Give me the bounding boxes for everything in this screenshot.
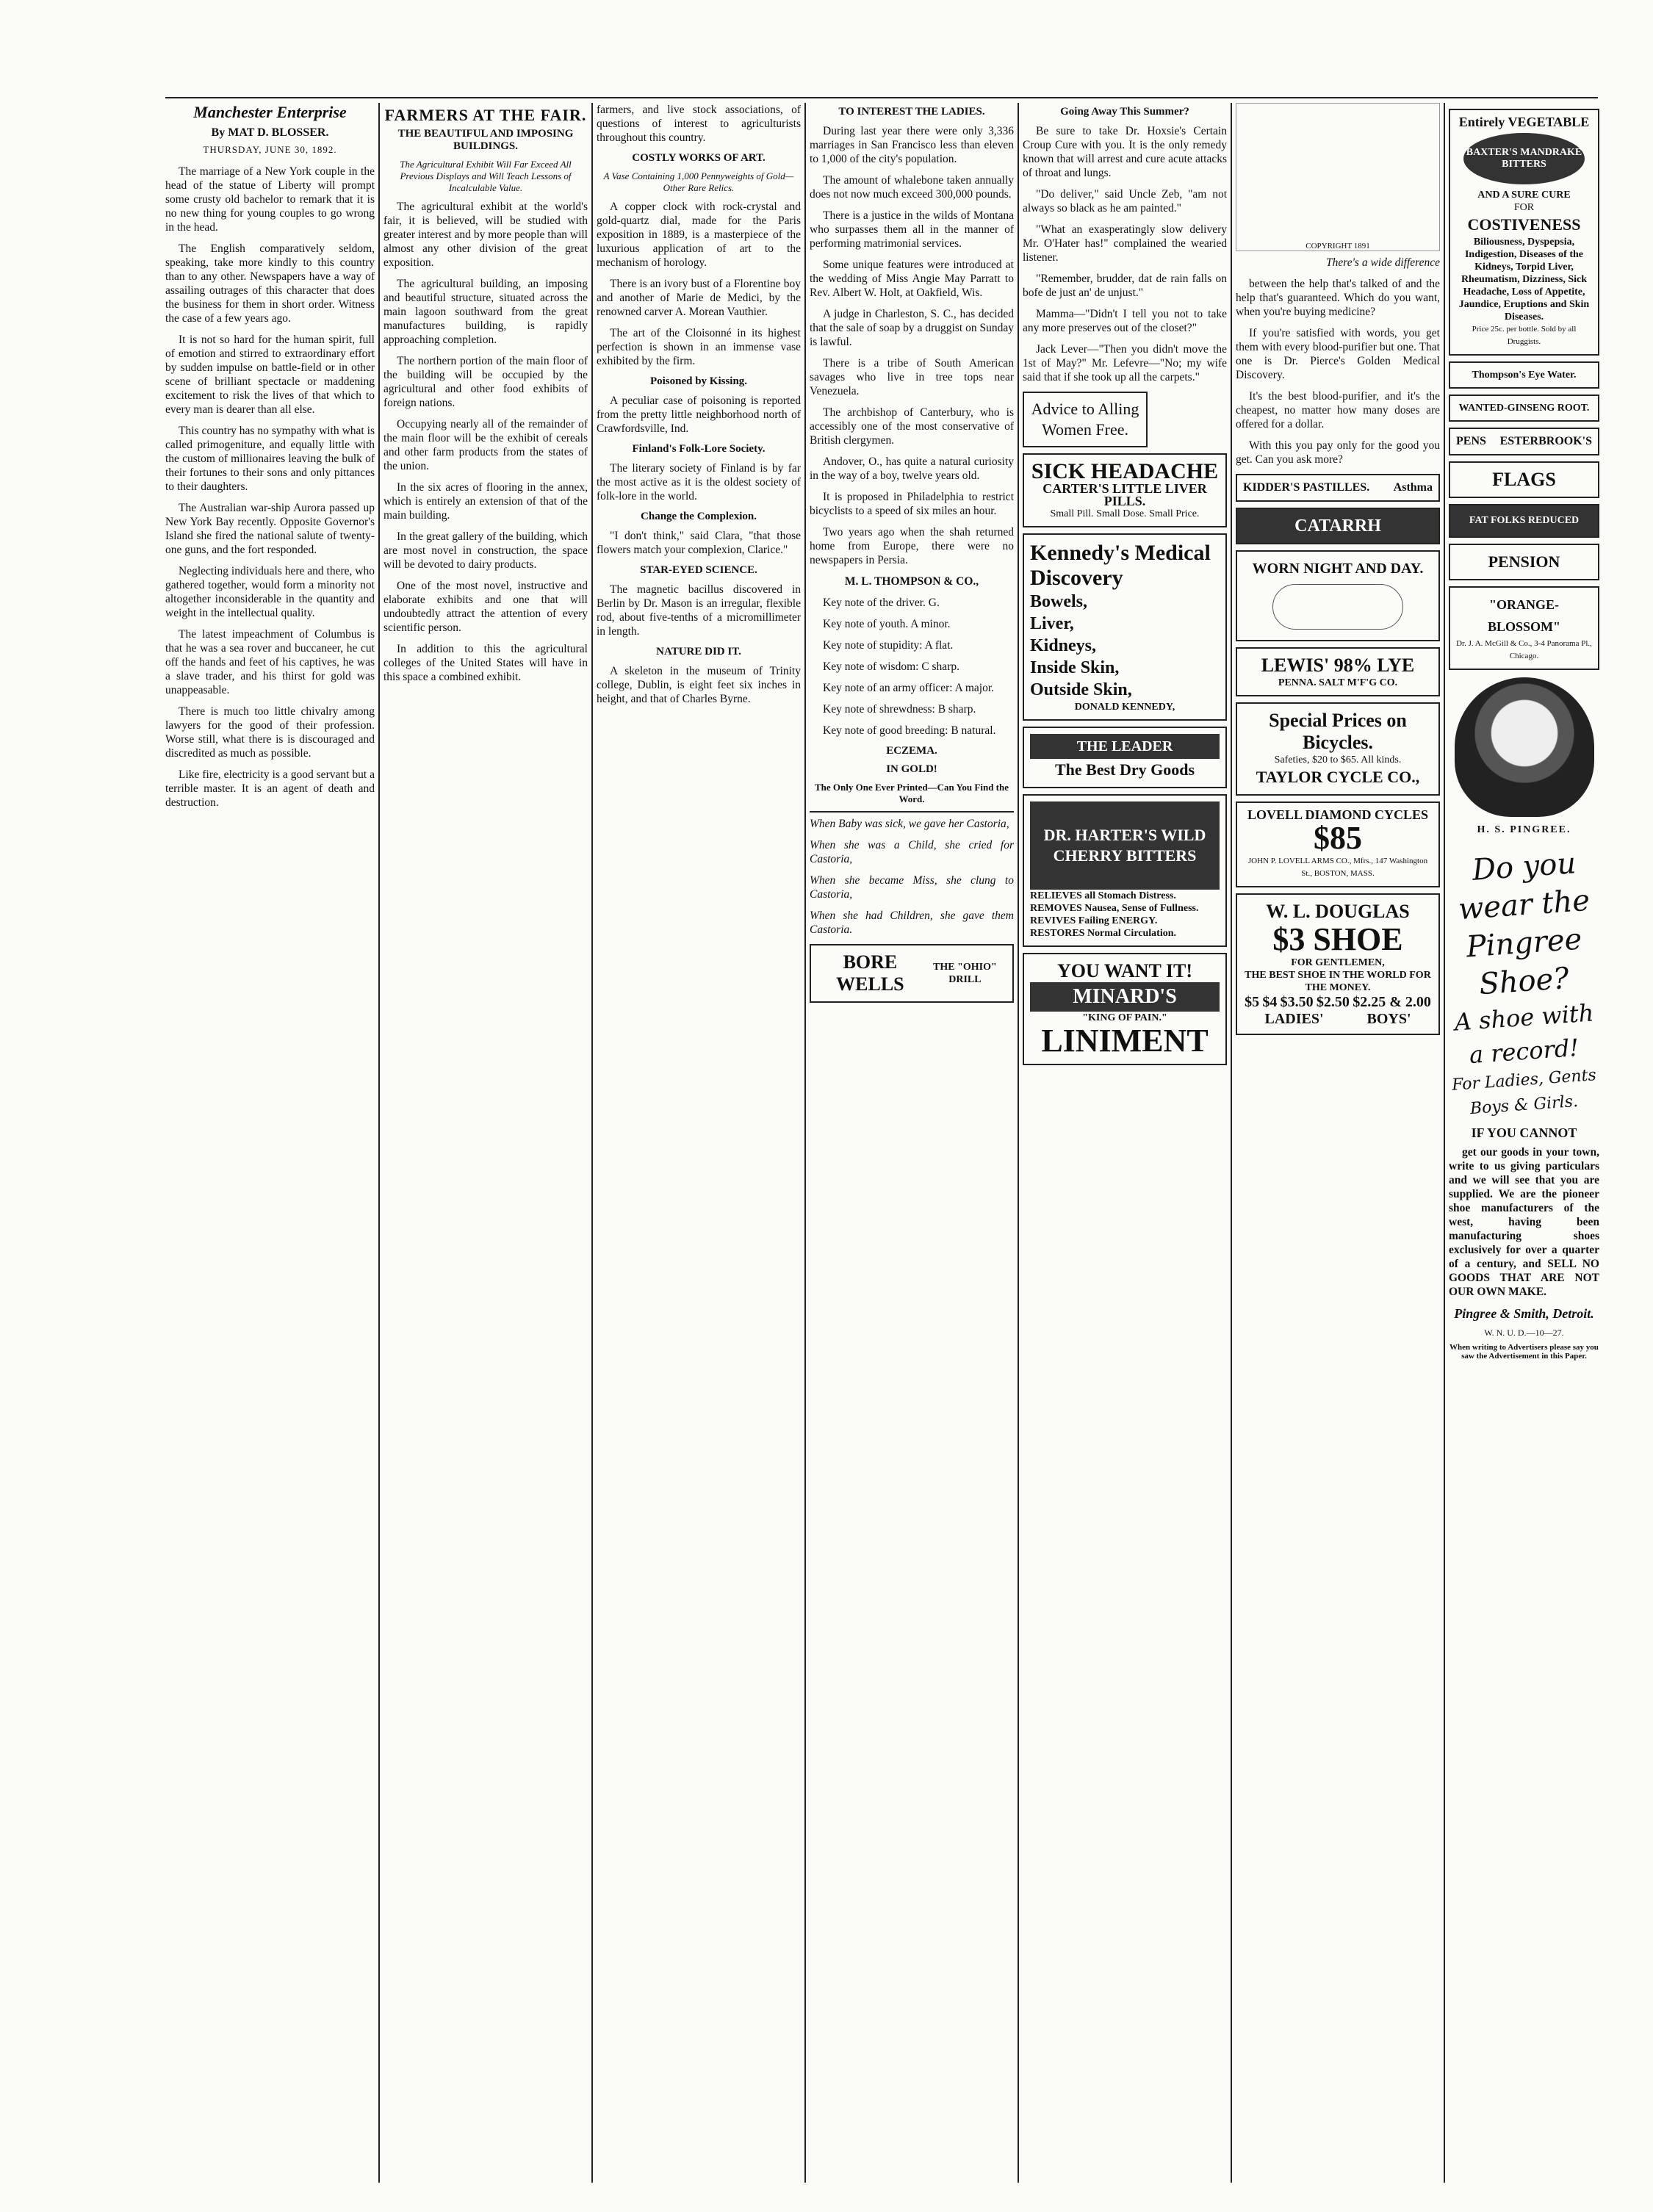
ad-flags: FLAGS xyxy=(1449,461,1599,498)
ad-orange-title: "ORANGE-BLOSSOM" xyxy=(1487,597,1561,634)
ad-catarrh: CATARRH xyxy=(1236,508,1440,544)
ad-harter-title: DR. HARTER'S WILD CHERRY BITTERS xyxy=(1030,801,1220,890)
portrait-pingree xyxy=(1455,677,1594,817)
ad-pension: PENSION xyxy=(1449,544,1599,580)
paragraph: The agricultural building, an imposing and beautiful structure, situated across the main lagoon southward from the great manufactures building, is rapidly approaching completion. xyxy=(383,278,588,346)
ad-minard-king: "KING OF PAIN." xyxy=(1082,1012,1167,1023)
if-you-cannot: IF YOU CANNOT xyxy=(1471,1125,1577,1140)
paragraph: "Remember, brudder, dat de rain falls on bofe de just an' de unjust." xyxy=(1023,273,1227,299)
illustration-caption: COPYRIGHT 1891 xyxy=(1306,242,1370,251)
ad-orange-blossom xyxy=(1449,586,1599,670)
ad-special-prices: Special Prices on Bicycles. xyxy=(1269,710,1407,753)
paragraph: In the great gallery of the building, which are most novel in construction, the space will be devoted to dairy products. xyxy=(383,530,588,571)
verse-line: When Baby was sick, we gave her Castoria, xyxy=(810,818,1009,830)
ad-carters-pills: CARTER'S LITTLE LIVER PILLS. xyxy=(1042,481,1207,508)
ad-orange-by: Dr. J. A. McGill & Co., 3-4 Panorama Pl., Chicago. xyxy=(1456,639,1592,660)
paragraph: "What an exasperatingly slow delivery Mr. O'Hater has!" complained the wearied listener. xyxy=(1023,223,1227,264)
ad-baxter-cure: AND A SURE CURE xyxy=(1477,190,1571,201)
truss-image xyxy=(1272,584,1403,630)
paragraph-title: There's a wide difference xyxy=(1326,256,1440,269)
script-line: A shoe with xyxy=(1453,998,1595,1037)
paragraph: Neglecting individuals here and there, who gathered together, would form a minority not altogether inconsiderable in the quantity and weight in the intellectual quality. xyxy=(165,565,375,619)
ad-penna: PENNA. SALT M'F'G CO. xyxy=(1278,677,1398,688)
ad-donald-kennedy: DONALD KENNEDY, xyxy=(1074,702,1175,713)
ad-baxter-seal: BAXTER'S MANDRAKE BITTERS xyxy=(1463,133,1585,184)
paragraph: farmers, and live stock associations, of questions of interest to agriculturists throughout this country. xyxy=(597,104,801,144)
paragraph: Some unique features were introduced at the wedding of Miss Angie May Parratt to Rev. Albert W. Holt, at Oakfield, Wis. xyxy=(810,259,1014,299)
price: $5 xyxy=(1245,994,1260,1010)
paragraph: The art of the Cloisonné in its highest perfection is shown in an immense vase exhibited by the firm. xyxy=(597,327,801,367)
relieves-line: REVIVES Failing ENERGY. xyxy=(1030,915,1158,926)
paragraph: During last year there were only 3,336 marriages in San Francisco less than eleven to 1,000 of the city's population. xyxy=(810,125,1014,165)
paragraph: The literary society of Finland is by far the most active as it is the oldest society of folk-lore in the world. xyxy=(597,462,801,502)
paragraph: Mamma—"Didn't I tell you not to take any more preserves out of the closet?" xyxy=(1023,308,1227,334)
headline-science: STAR-EYED SCIENCE. xyxy=(640,564,757,576)
relieves-line: RELIEVES all Stomach Distress. xyxy=(1030,890,1176,901)
ad-douglas-shoe: $3 SHOE xyxy=(1272,921,1403,957)
ad-kidder xyxy=(1236,474,1440,502)
ad-minard-liniment: LINIMENT xyxy=(1041,1023,1209,1059)
ad-pens xyxy=(1449,428,1599,455)
paragraph: A copper clock with rock-crystal and gold-quartz dial, made for the Paris exposition in 1889, is a masterpiece of the luxurious application of art to the mechanism of horology. xyxy=(597,201,801,269)
paragraph: If you're satisfied with words, you get them with every blood-purifier but one. That one is Dr. Pierce's Golden Medical Discovery. xyxy=(1236,327,1440,381)
paragraph: There is much too little chivalry among lawyers for the good of their profession. Worse still, what there is is discouraged and discredited as much as possible. xyxy=(165,705,375,760)
ad-leader xyxy=(1023,727,1227,788)
ad-kennedy xyxy=(1023,533,1227,721)
paragraph: A skeleton in the museum of Trinity college, Dublin, is eight feet six inches in height, and that of Charles Byrne. xyxy=(597,665,801,705)
paragraph: Like fire, electricity is a good servant but a terrible master. It is an agent of death and destruction. xyxy=(165,768,375,809)
paragraph: The agricultural exhibit at the world's fair, it is believed, will be studied with greater interest and by more people than will almost any other division of the great exposition. xyxy=(383,201,588,269)
pingree-script xyxy=(1449,848,1599,1118)
headline-farmers: FARMERS AT THE FAIR. xyxy=(384,106,587,124)
masthead-title: Manchester Enterprise xyxy=(193,103,347,121)
ad-advice: Advice to Alling Women Free. xyxy=(1023,392,1148,447)
ad-baxter-for: FOR xyxy=(1513,202,1535,213)
key-note: Key note of wisdom: C sharp. xyxy=(823,660,959,673)
ad-pens-title: PENS xyxy=(1456,435,1486,447)
column-rule xyxy=(804,103,806,2183)
paragraph: It is not so hard for the human spirit, full of emotion and stirred to extraordinary effort by sudden impulse on battle-field or in other scene of brilliant spectacle or maddening excitement to risk the lives of that which to every man is dearer than all else. xyxy=(165,334,375,416)
column-3 xyxy=(597,103,801,2183)
column-rule xyxy=(591,103,593,2183)
paragraph: Two years ago when the shah returned home from Europe, there were no newspapers in Persia. xyxy=(810,526,1014,566)
paragraph: The magnetic bacillus discovered in Berlin by Dr. Mason is an irregular, flexible rod, about five-tenths of a micromillimeter in length. xyxy=(597,583,801,638)
price: $2.25 & 2.00 xyxy=(1353,994,1431,1010)
headline-kissing: Poisoned by Kissing. xyxy=(649,375,748,387)
ad-ohio-drill: THE "OHIO" DRILL xyxy=(933,962,997,985)
ad-lovell xyxy=(1236,801,1440,887)
ad-minard xyxy=(1023,953,1227,1065)
paragraph: With this you pay only for the good you get. Can you ask more? xyxy=(1236,439,1440,466)
key-note: Key note of an army officer: A major. xyxy=(823,682,995,694)
column-4 xyxy=(810,103,1014,2183)
column-rule xyxy=(1444,103,1445,2183)
script-line: Pingree xyxy=(1465,922,1583,965)
paragraph: The English comparatively seldom, speaking, take more kindly to this country than to any other. Newspapers have a way of assailing outrages of this character that does the business for them in short order. Witness the case of a few years ago. xyxy=(165,242,375,325)
column-7 xyxy=(1449,103,1599,2183)
kennedy-item: Inside Skin, xyxy=(1030,658,1120,677)
ad-baxter xyxy=(1449,109,1599,356)
paragraph: Occupying nearly all of the remainder of the main floor will be the exhibit of cereals and other farm products from the states of the union. xyxy=(383,418,588,472)
ad-esterbrook: ESTERBROOK'S xyxy=(1499,435,1592,447)
pingree-firm: Pingree & Smith, Detroit. xyxy=(1454,1306,1594,1321)
ad-lovell-price: $85 xyxy=(1314,820,1362,856)
paragraph: In the six acres of flooring in the annex, which is entirely an extension of that of the main building. xyxy=(383,481,588,522)
price: $3.50 xyxy=(1280,994,1314,1010)
paragraph: The amount of whalebone taken annually does not now much exceed 300,000 pounds. xyxy=(810,174,1014,201)
paragraph: A peculiar case of poisoning is reported from the pretty little neighborhood north of Crawfordsville, Ind. xyxy=(597,395,801,435)
ad-bore-wells xyxy=(810,944,1014,1003)
ad-baxter-top: Entirely VEGETABLE xyxy=(1458,115,1590,129)
ad-bore-title: BORE WELLS xyxy=(836,951,904,995)
ad-baxter-costiveness: COSTIVENESS xyxy=(1467,215,1581,234)
key-note: Key note of stupidity: A flat. xyxy=(823,639,954,652)
ad-baxter-price: Price 25c. per bottle. Sold by all Druggists. xyxy=(1472,325,1577,346)
column-2 xyxy=(383,103,588,2183)
ad-douglas-ladies: LADIES' xyxy=(1264,1011,1324,1027)
paragraph: In addition to this the agricultural colleges of the United States will have in this space a combined exhibit. xyxy=(383,643,588,683)
verse-line: When she was a Child, she cried for Castoria, xyxy=(810,839,1014,865)
headline-only-one: The Only One Ever Printed—Can You Find the Word. xyxy=(815,782,1009,804)
verse-line: When she had Children, she gave them Castoria. xyxy=(810,909,1014,936)
ad-safeties: Safeties, $20 to $65. All kinds. xyxy=(1274,754,1402,765)
ad-douglas-for: FOR GENTLEMEN, xyxy=(1291,957,1385,968)
paragraph: There is a justice in the wilds of Montana who surpasses them all in the manner of performing matrimonial services. xyxy=(810,209,1014,250)
subhead-buildings: THE BEAUTIFUL AND IMPOSING BUILDINGS. xyxy=(397,128,574,152)
price: $2.50 xyxy=(1316,994,1350,1010)
headline-in-gold: IN GOLD! xyxy=(886,763,937,775)
ad-wanted: WANTED-GINSENG ROOT. xyxy=(1449,395,1599,422)
paragraph: Jack Lever—"Then you didn't move the 1st of May?" Mr. Lefevre—"No; my wife said that if she took up all the carpets." xyxy=(1023,343,1227,383)
paragraph: A judge in Charleston, S. C., has decided that the sale of soap by a druggist on Sunday is lawful. xyxy=(810,308,1014,348)
paragraph: The Australian war-ship Aurora passed up New York Bay recently. Opposite Governor's Island she fired the national salute of twenty-one guns, and the fort responded. xyxy=(165,502,375,556)
script-line: Shoe? xyxy=(1477,961,1571,1002)
advertiser-note: When writing to Advertisers please say you saw the Advertisement in this Paper. xyxy=(1449,1343,1599,1361)
paragraph: between the help that's talked of and the help that's guaranteed. Which do you want, when you're buying medicine? xyxy=(1236,278,1440,318)
headline-complexion: Change the Complexion. xyxy=(641,511,757,522)
ad-taylor: TAYLOR CYCLE CO., xyxy=(1256,768,1420,786)
kennedy-item: Kidneys, xyxy=(1030,636,1097,655)
masthead-date: THURSDAY, JUNE 30, 1892. xyxy=(203,144,337,155)
deck: The Agricultural Exhibit Will Far Exceed All Previous Displays and Will Teach Lessons of Incalculable Value. xyxy=(400,159,572,193)
ad-carters-tagline: Small Pill. Small Dose. Small Price. xyxy=(1050,508,1200,519)
relieves-line: REMOVES Nausea, Sense of Fullness. xyxy=(1030,903,1199,914)
price: $4 xyxy=(1262,994,1278,1010)
headline-nature: NATURE DID IT. xyxy=(656,646,741,658)
paragraph: It is proposed in Philadelphia to restrict bicyclists to a speed of six miles an hour. xyxy=(810,491,1014,517)
ad-fat-folks: FAT FOLKS REDUCED xyxy=(1449,504,1599,538)
verse-line: When she became Miss, she clung to Castoria, xyxy=(810,874,1014,901)
ad-baxter-list: Biliousness, Dyspepsia, Indigestion, Diseases of the Kidneys, Torpid Liver, Rheumatism, Dizziness, Sick Headache, Loss of Appetite, Jaundice, Eruptions and Skin Diseases. xyxy=(1458,237,1590,323)
ad-kidder-title: KIDDER'S PASTILLES. xyxy=(1243,481,1370,494)
paragraph: There is an ivory bust of a Florentine boy and another of Marie de Medici, by the renowned carver A. Morean Vauthier. xyxy=(597,278,801,318)
ad-worn: WORN NIGHT AND DAY. xyxy=(1252,561,1424,577)
castoria-verse xyxy=(810,811,1014,937)
paragraph: "I don't think," said Clara, "that those flowers match your complexion, Clarice." xyxy=(597,530,801,556)
column-rule xyxy=(378,103,380,2183)
paragraph: "Do deliver," said Uncle Zeb, "am not always so black as he am painted." xyxy=(1023,188,1227,215)
paragraph: One of the most novel, instructive and elaborate exhibits and one that will undoubtedly attract the attention of every scientific person. xyxy=(383,580,588,634)
ad-douglas-name: W. L. DOUGLAS xyxy=(1266,901,1410,922)
key-note: Key note of the driver. G. xyxy=(823,597,940,609)
ad-douglas-prices xyxy=(1243,994,1433,1011)
paragraph: The northern portion of the main floor of the building will be occupied by the agricultural and other food exhibits of foreign nations. xyxy=(383,355,588,409)
headline-ladies: TO INTEREST THE LADIES. xyxy=(838,106,985,118)
deck: A Vase Containing 1,000 Pennyweights of Gold—Other Rare Relics. xyxy=(603,170,794,193)
key-note: Key note of shrewdness: B sharp. xyxy=(823,703,976,716)
ad-douglas xyxy=(1236,893,1440,1035)
script-line: a record! xyxy=(1468,1033,1580,1070)
script-line: Boys & Girls. xyxy=(1469,1092,1579,1119)
ad-leader-title: THE LEADER xyxy=(1030,734,1220,759)
paragraph: There is a tribe of South American savages who live in tree tops near Venezuela. xyxy=(810,357,1014,397)
ad-kidder-asthma: Asthma xyxy=(1393,481,1433,494)
ad-harter xyxy=(1023,794,1227,947)
ad-thompson-eye: Thompson's Eye Water. xyxy=(1449,361,1599,389)
paragraph: It's the best blood-purifier, and it's the cheapest, no matter how many doses are offered for a dollar. xyxy=(1236,390,1440,430)
ad-thompson: M. L. THOMPSON & CO., xyxy=(844,575,979,588)
col1-paras xyxy=(165,165,375,810)
ad-leader-sub: The Best Dry Goods xyxy=(1054,760,1195,779)
paragraph: get our goods in your town, write to us giving particulars and we will see that you are supplied. We are the pioneer shoe manufacturers of the west, having been manufacturing shoes exclusively for over a quarter of a century, and SELL NO GOODS THAT ARE NOT OUR OWN MAKE. xyxy=(1449,1146,1599,1298)
column-1 xyxy=(165,103,375,2183)
column-rule xyxy=(1231,103,1232,2183)
headline-folklore: Finland's Folk-Lore Society. xyxy=(632,443,766,455)
script-line: wear the xyxy=(1457,883,1591,927)
ad-lewis-title: LEWIS' 98% LYE xyxy=(1261,655,1415,676)
headline-summer: Going Away This Summer? xyxy=(1060,106,1189,118)
portrait-caption: H. S. PINGREE. xyxy=(1477,824,1571,835)
kennedy-item: Liver, xyxy=(1030,614,1074,633)
paragraph: Andover, O., has quite a natural curiosity in the way of a boy, twelve years old. xyxy=(810,455,1014,482)
paragraph: The marriage of a New York couple in the head of the statue of Liberty will prompt some crusty old bachelor to remark that it is no new thing for young couples to go wrong in the head. xyxy=(165,165,375,234)
ad-douglas-boys: BOYS' xyxy=(1366,1011,1411,1027)
ad-minard-top: YOU WANT IT! xyxy=(1057,960,1192,981)
paragraph: The latest impeachment of Columbus is that he was a sea rover and buccaneer, he cut off the hands and feet of his captives, he was a slave trader, and his thirst for gold was unappeasable. xyxy=(165,628,375,696)
column-6 xyxy=(1236,103,1440,2183)
ad-minard-name: MINARD'S xyxy=(1030,982,1220,1012)
key-notes xyxy=(810,596,1014,738)
headline-eczema: ECZEMA. xyxy=(886,745,937,757)
ad-douglas-lines xyxy=(1243,1011,1433,1028)
relieves-line: RESTORES Normal Circulation. xyxy=(1030,928,1177,939)
kennedy-item: Bowels, xyxy=(1030,592,1087,611)
script-line: For Ladies, Gents xyxy=(1451,1066,1597,1095)
masthead-byline: By MAT D. BLOSSER. xyxy=(211,126,329,139)
key-note: Key note of good breeding: B natural. xyxy=(823,724,996,737)
script-line: Do you xyxy=(1471,846,1577,887)
wnu-code: W. N. U. D.—10—27. xyxy=(1484,1327,1564,1338)
ad-truss xyxy=(1236,550,1440,641)
ad-sick-headache: SICK HEADACHE xyxy=(1031,459,1219,483)
headline-works-of-art: COSTLY WORKS OF ART. xyxy=(632,152,766,164)
paragraph: The archbishop of Canterbury, who is accessibly one of the most conservative of British clergymen. xyxy=(810,406,1014,447)
ad-douglas-tagline: THE BEST SHOE IN THE WORLD FOR THE MONEY. xyxy=(1245,970,1431,993)
key-note: Key note of youth. A minor. xyxy=(823,618,951,630)
ad-lovell-company: JOHN P. LOVELL ARMS CO., Mfrs., 147 Washington St., BOSTON, MASS. xyxy=(1247,857,1428,878)
ad-kennedy-title: Kennedy's Medical Discovery xyxy=(1030,541,1211,590)
paragraph: This country has no sympathy with what is called primogeniture, and equally little with the custom of millionaires leaving the bulk of their fortunes to their sons and only pittances to their daughters. xyxy=(165,425,375,493)
column-5 xyxy=(1023,103,1227,2183)
column-rule xyxy=(1018,103,1019,2183)
kennedy-item: Outside Skin, xyxy=(1030,680,1132,699)
ad-carters xyxy=(1023,453,1227,527)
woodcut-illustration xyxy=(1236,103,1440,251)
top-rule xyxy=(165,97,1598,98)
paragraph: Be sure to take Dr. Hoxsie's Certain Croup Cure with you. It is the only remedy known that will arrest and cure acute attacks of throat and lungs. xyxy=(1023,125,1227,179)
ad-bicycles xyxy=(1236,702,1440,796)
ad-lewis xyxy=(1236,647,1440,696)
ad-lovell-title: LOVELL DIAMOND CYCLES xyxy=(1247,807,1429,822)
